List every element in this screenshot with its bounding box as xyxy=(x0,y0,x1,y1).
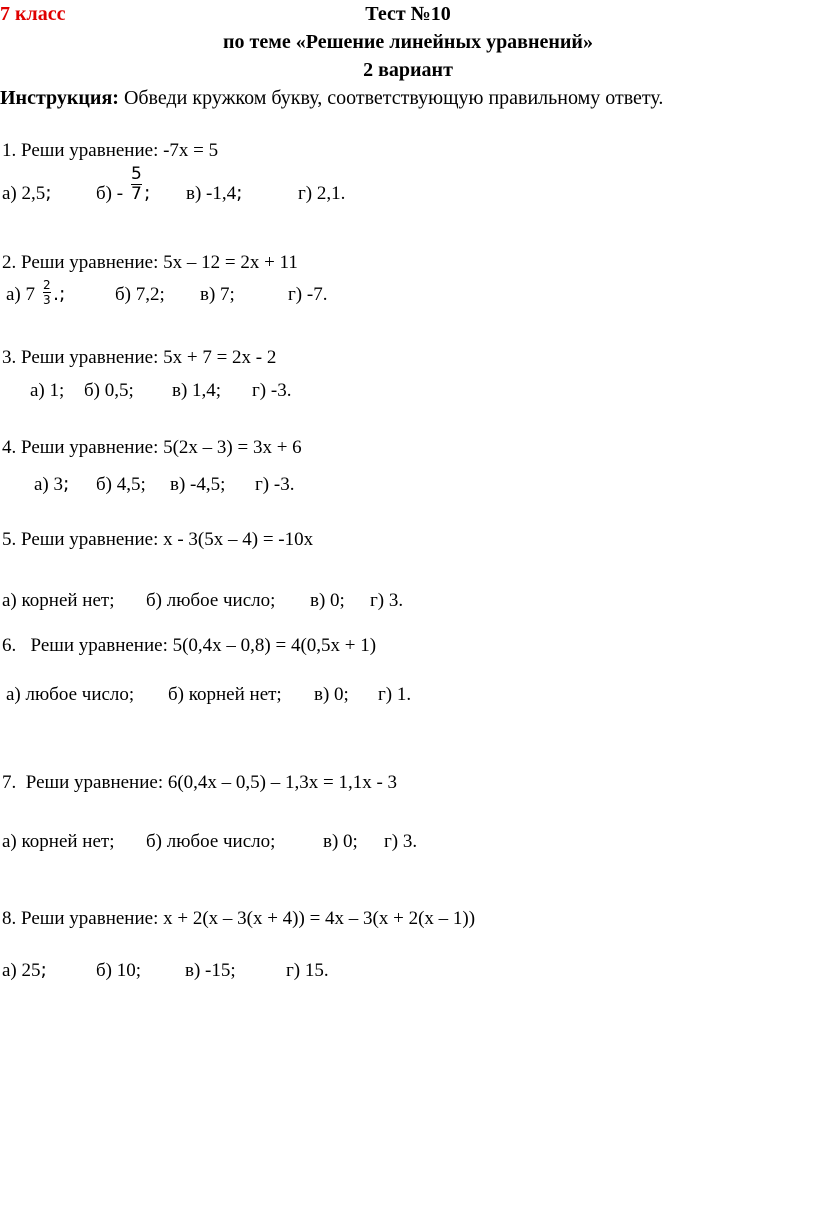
fraction-numerator: 5 xyxy=(131,164,142,184)
q3-option-a[interactable]: а) 1; xyxy=(30,380,65,401)
semicolon: ; xyxy=(45,182,52,204)
q2-option-b[interactable]: б) 7,2; xyxy=(115,284,165,305)
question-6-prompt: 6. Реши уравнение: 5(0,4х – 0,8) = 4(0,5х + 1) xyxy=(2,635,377,656)
q2-fraction-two-thirds xyxy=(43,279,51,306)
test-title: Тест №10 xyxy=(365,3,451,25)
q2-option-v[interactable]: в) 7; xyxy=(200,284,235,305)
q1-option-v-text: в) -1,4 xyxy=(186,183,237,204)
q6-option-v[interactable]: в) 0; xyxy=(314,684,349,705)
q8-option-a-text: а) 25 xyxy=(2,960,41,981)
q4-option-b[interactable]: б) 4,5; xyxy=(96,474,146,495)
q7-option-a[interactable]: а) корней нет; xyxy=(2,831,115,852)
question-8-prompt: 8. Реши уравнение: х + 2(х – 3(х + 4)) = 4х – 3(х + 2(х – 1)) xyxy=(2,908,476,929)
q4-option-a[interactable] xyxy=(34,475,69,494)
q2-option-a-semicolon: .; xyxy=(53,283,66,305)
instruction xyxy=(0,88,663,108)
q6-option-a[interactable]: а) любое число; xyxy=(6,684,135,705)
q2-option-g[interactable]: г) -7. xyxy=(288,284,328,305)
q1-option-b[interactable] xyxy=(96,184,123,203)
q6-option-g[interactable]: г) 1. xyxy=(378,684,412,705)
q1-fraction-five-sevenths xyxy=(131,166,142,203)
q2-option-a-text: а) 7 xyxy=(6,284,36,305)
q7-option-b[interactable]: б) любое число; xyxy=(146,831,276,852)
q7-option-g[interactable]: г) 3. xyxy=(384,831,418,852)
fraction-numerator: 2 xyxy=(43,278,51,292)
variant-label: 2 вариант xyxy=(363,59,453,81)
q1-option-b-semicolon: ; xyxy=(144,182,151,204)
q4-option-a-text: а) 3 xyxy=(34,474,64,495)
q1-option-a-text: а) 2,5 xyxy=(2,183,46,204)
semicolon: ; xyxy=(40,959,47,981)
q6-option-b[interactable]: б) корней нет; xyxy=(168,684,282,705)
q8-option-b[interactable]: б) 10; xyxy=(96,960,142,981)
q1-option-a[interactable] xyxy=(2,184,52,203)
q8-option-g[interactable]: г) 15. xyxy=(286,960,329,981)
q5-option-g[interactable]: г) 3. xyxy=(370,590,404,611)
q2-option-a[interactable] xyxy=(6,285,35,304)
q1-option-v[interactable] xyxy=(186,184,243,203)
q4-option-v[interactable]: в) -4,5; xyxy=(170,474,226,495)
q8-option-v[interactable]: в) -15; xyxy=(185,960,236,981)
q5-option-b[interactable]: б) любое число; xyxy=(146,590,276,611)
q3-option-b[interactable]: б) 0,5; xyxy=(84,380,134,401)
q3-option-g[interactable]: г) -3. xyxy=(252,380,292,401)
q8-option-a[interactable] xyxy=(2,961,47,980)
q1-option-g-text: г) 2,1. xyxy=(298,183,346,204)
instruction-text: Обведи кружком букву, соответствующую правильному ответу. xyxy=(123,87,664,109)
test-topic: по теме «Решение линейных уравнений» xyxy=(223,31,593,53)
grade-label: 7 класс xyxy=(0,3,66,25)
q3-option-v[interactable]: в) 1,4; xyxy=(172,380,222,401)
q4-option-g[interactable]: г) -3. xyxy=(255,474,295,495)
fraction-denominator: 3 xyxy=(43,293,51,307)
fraction-denominator: 7 xyxy=(131,184,142,204)
q1-option-b-text: б) - xyxy=(96,183,124,204)
question-4-prompt: 4. Реши уравнение: 5(2х – 3) = 3х + 6 xyxy=(2,437,302,458)
question-1-prompt: 1. Реши уравнение: -7х = 5 xyxy=(2,140,219,161)
q1-option-g[interactable] xyxy=(298,184,345,203)
question-2-prompt: 2. Реши уравнение: 5х – 12 = 2х + 11 xyxy=(2,252,298,273)
question-5-prompt: 5. Реши уравнение: х - 3(5х – 4) = -10х xyxy=(2,529,314,550)
semicolon: ; xyxy=(63,473,70,495)
q5-option-a[interactable]: а) корней нет; xyxy=(2,590,115,611)
q7-option-v[interactable]: в) 0; xyxy=(323,831,358,852)
q5-option-v[interactable]: в) 0; xyxy=(310,590,345,611)
question-3-prompt: 3. Реши уравнение: 5х + 7 = 2х - 2 xyxy=(2,347,277,368)
instruction-label: Инструкция: xyxy=(0,87,119,109)
semicolon: ; xyxy=(236,182,243,204)
question-7-prompt: 7. Реши уравнение: 6(0,4х – 0,5) – 1,3х = 1,1х - 3 xyxy=(2,772,398,793)
